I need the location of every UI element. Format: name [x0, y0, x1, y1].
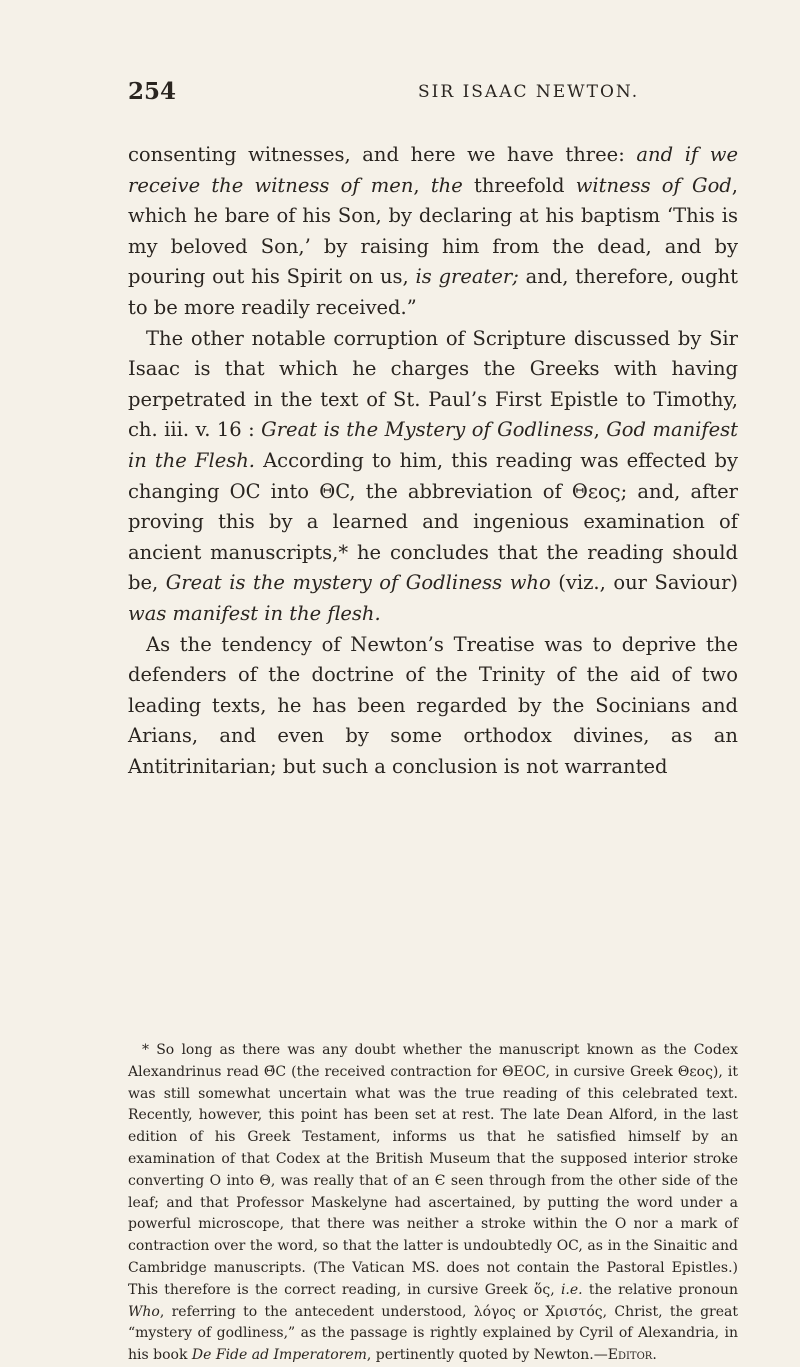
italic-run: i.e. — [560, 1281, 583, 1298]
text-run: (viz., our Saviour) — [550, 571, 739, 595]
text-run: threefold — [462, 173, 576, 197]
page-header — [128, 78, 740, 112]
paragraph-1 — [128, 140, 738, 324]
italic-run: and if we receive the witness of men — [128, 143, 739, 197]
text-run: consenting witnesses, and here we have three: — [128, 143, 637, 166]
running-head: SIR ISAAC NEWTON. — [418, 82, 640, 102]
editor-signature: Editor. — [607, 1347, 657, 1364]
italic-run: was manifest in the flesh. — [128, 601, 381, 625]
text-run: According to him, this reading was effected by changing ΟC into ΘC, the abbreviation of Θεος; and, after proving this by a learned and ingenious examination of ancient manuscripts,* he concludes that the reading should be, — [128, 448, 738, 595]
italic-run: is greater; — [415, 265, 519, 289]
body-text — [128, 140, 738, 782]
paragraph-2 — [128, 324, 738, 630]
footnote — [128, 1040, 738, 1367]
text-run: , — [593, 418, 607, 442]
page-number: 254 — [128, 78, 177, 105]
text-run: , — [413, 173, 431, 197]
text-run: , pertinently quoted by Newton.— — [366, 1347, 608, 1364]
text-run: the relative pronoun — [582, 1281, 739, 1298]
italic-run: the — [430, 173, 463, 197]
italic-run: Who — [128, 1303, 160, 1320]
text-run: and, therefore, ought to be more readily received.” — [128, 265, 739, 319]
text-run: * So long as there was any doubt whether the manuscript known as the Codex Alexandrinus read Θ̄C (the received contraction for ΘΕΟC, in cursive Greek Θεος), it was still somewhat uncertain what was the true reading of this celebrated text. Recently, however, this point has been set at rest. The late Dean Alford, in the last edition of his Greek Testament, informs us that he satisfied himself by an examination of that Codex at the British Museum that the supposed interior stroke converting O into Θ, was really that of an Є seen through from the other side of the leaf; and that Professor Maskelyne had ascertained, by putting the word under a powerful microscope, that there was neither a stroke within the O nor a mark of contraction over the word, so that the latter is undoubtedly OC, as in the Sinaitic and Cambridge manuscripts. (The Vatican MS. does not contain the Pastoral Epistles.) This therefore is the correct reading, in cursive Greek ὅς, — [128, 1042, 738, 1298]
paragraph-3 — [128, 630, 738, 783]
italic-run: witness of God — [575, 173, 732, 197]
text-run: , referring to the antecedent understood, λόγος or Χριστός, Christ, the great “mystery of godliness,” as the passage is rightly explained by Cyril of Alexandria, in his book — [128, 1303, 738, 1364]
italic-run: God manifest in the Flesh. — [128, 418, 738, 472]
text-run: The other notable corruption of Scripture discussed by Sir Isaac is that which he charges the Greeks with having perpetrated in the text of St. Paul’s First Epistle to Timothy, ch. iii. v. 16 : — [128, 326, 738, 442]
footnote-paragraph — [128, 1040, 738, 1367]
italic-run: Great is the mystery of Godliness who — [165, 571, 551, 595]
italic-run: Great is the Mystery of Godliness — [261, 418, 594, 442]
text-run: , which he bare of his Son, by declaring at his baptism ‘This is my beloved Son,’ by raising him from the dead, and by pouring out his Spirit on us, — [128, 173, 738, 289]
italic-run: De Fide ad Imperatorem — [191, 1347, 367, 1364]
text-run: As the tendency of Newton’s Treatise was to deprive the defenders of the doctrine of the Trinity of the aid of two leading texts, he has been regarded by the Socinians and Arians, and even by some orthodox divines, as an Antitrinitarian; but such a conclusion is not warranted — [128, 632, 738, 778]
